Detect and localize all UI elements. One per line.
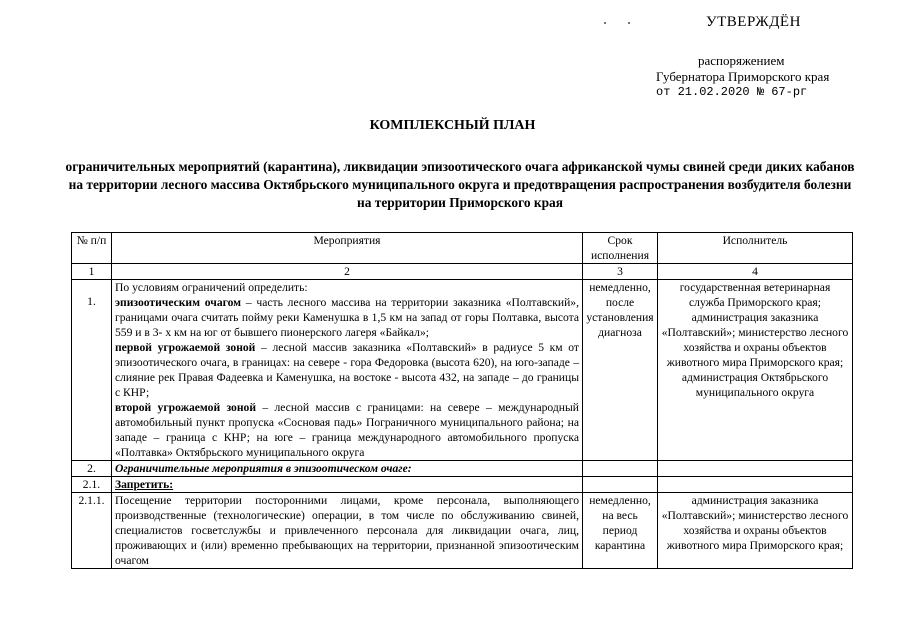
executor-cell: государственная ветеринарная служба Приморского края; администрация заказника «Полтавский»; министерство лесного хозяйства и охраны объектов животного мира Приморского края; администрация Октябрьского муниципального округа (658, 280, 853, 461)
zone-term: первой угрожаемой зоной (115, 341, 256, 354)
zone-definition (115, 295, 579, 340)
zone-term: второй угрожаемой зоной (115, 401, 257, 414)
approval-date: от 21.02.2020 № 67-рг (656, 85, 808, 99)
approval-line-1: распоряжением (698, 53, 785, 68)
executor-cell (658, 461, 853, 477)
row-number: 2. (72, 461, 112, 477)
table-row (72, 280, 853, 461)
document-title: КОМПЛЕКСНЫЙ ПЛАН (369, 118, 536, 133)
header-measures: Мероприятия (112, 233, 583, 264)
index-cell: 3 (583, 264, 658, 280)
zone-definition (115, 400, 579, 460)
row-number: 1. (72, 280, 112, 461)
subsection-heading: Запретить: (112, 477, 583, 493)
table-header-row (72, 233, 853, 264)
row-number: 2.1. (72, 477, 112, 493)
table-row (72, 493, 853, 569)
approval-line-2: Губернатора Приморского края (656, 69, 830, 84)
measure-cell (112, 280, 583, 461)
table-index-row (72, 264, 853, 280)
index-cell: 2 (112, 264, 583, 280)
zone-text: – часть лесного массива на территории заказника «Полтавский», границами очага считать пойму реки Каменушка в 1,5 км на запад от горы Полтавка, высота 559 и в 3- х км на юг от бывшего пионерского лагеря «Байкал»; (115, 296, 580, 339)
term-cell (583, 461, 658, 477)
table-row (72, 461, 853, 477)
zone-text: – лесной массив с границами: на севере – международный автомобильный пункт пропуска «Сосновая падь» Пограничного муниципального района; на западе – граница с КНР; на юге – граница международного автомобильного пропуска «Полтавка» Октябрьского муниципального округа (115, 401, 579, 459)
header-executor: Исполнитель (658, 233, 853, 264)
measure-cell: Посещение территории посторонними лицами, кроме персонала, выполняющего производственные (технологические) операции, в том числе по обслуживанию свиней, специалистов госветслужбы и привлеченного персонала для ликвидации очага, лиц, проживающих и (или) временно пребывающих на территории, признанной эпизоотическим очагом (112, 493, 583, 569)
zone-term: эпизоотическим очагом (115, 296, 242, 309)
approval-title: УТВЕРЖДЁН (706, 14, 801, 30)
term-cell (583, 477, 658, 493)
term-cell: немедленно, после установления диагноза (583, 280, 658, 461)
document-subtitle: ограничительных мероприятий (карантина), ликвидации эпизоотического очага африканской чумы свиней среди диких кабанов на территории лесного массива Октябрьского муниципального округа и предотвращения распространения возбудителя болезни на территории Приморского края (65, 159, 855, 210)
index-cell: 4 (658, 264, 853, 280)
scan-speck (628, 22, 630, 24)
table-row (72, 477, 853, 493)
header-term: Срок исполнения (583, 233, 658, 264)
plan-table (71, 232, 853, 569)
executor-cell: администрация заказника «Полтавский»; министерство лесного хозяйства и охраны объектов животного мира Приморского края; (658, 493, 853, 569)
measure-intro: По условиям ограничений определить: (115, 281, 308, 294)
executor-cell (658, 477, 853, 493)
term-cell: немедленно, на весь период карантина (583, 493, 658, 569)
index-cell: 1 (72, 264, 112, 280)
zone-definition (115, 340, 579, 400)
zone-text: – лесной массив заказника «Полтавский» в радиусе 5 км от эпизоотического очага, в границах: на севере - гора Федоровка (высота 620), на юго-западе – слияние рек Правая Фадеевка и Каменушка, на востоке - высота 432, на западе – до границы с КНР; (115, 341, 579, 399)
header-num: № п/п (72, 233, 112, 264)
scan-speck (604, 22, 606, 24)
section-heading: Ограничительные мероприятия в эпизоотическом очаге: (112, 461, 583, 477)
row-number: 2.1.1. (72, 493, 112, 569)
